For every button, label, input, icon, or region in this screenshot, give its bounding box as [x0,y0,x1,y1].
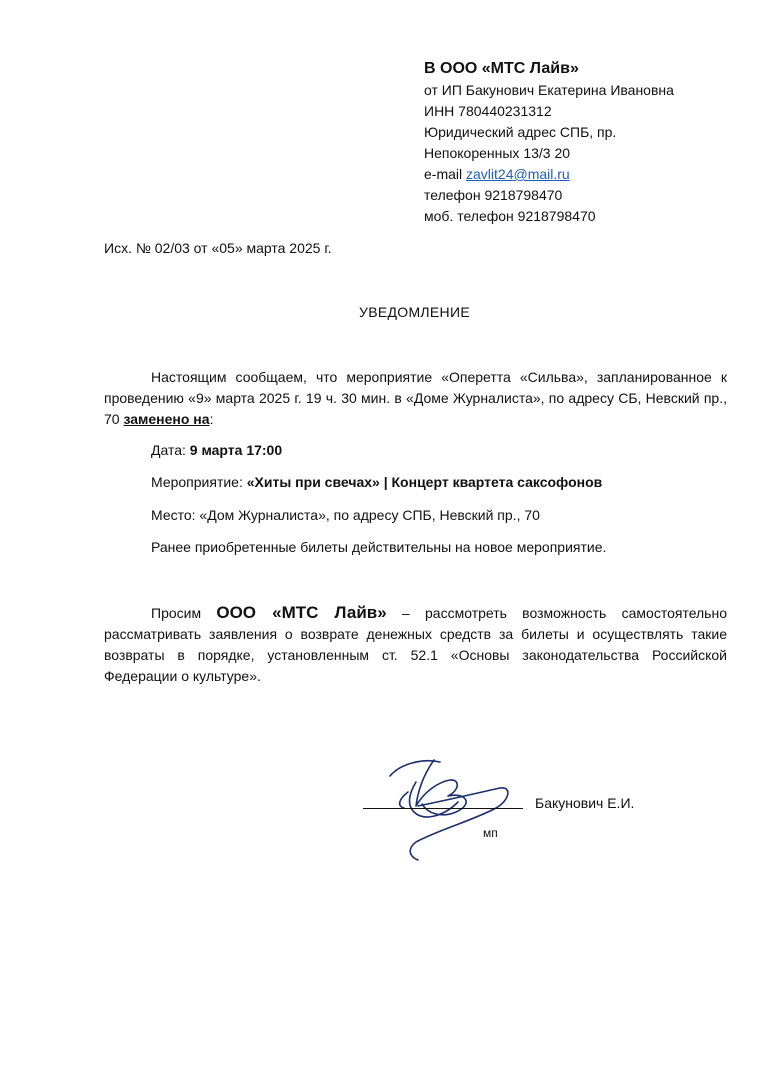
sender-inn: ИНН 780440231312 [424,103,552,119]
sender-address-line-2: Непокоренных 13/3 20 [424,145,571,161]
stamp-label: мп [483,826,498,840]
sender-mobile: моб. телефон 9218798470 [424,208,596,224]
request-paragraph [104,602,727,687]
date-value: 9 марта 17:00 [189,442,283,458]
event-value: «Хиты при свечах» | Концерт квартета саксофонов [246,474,603,490]
intro-paragraph [104,367,727,430]
tickets-note: Ранее приобретенные билеты действительны на новое мероприятие. [151,539,607,555]
new-date [151,442,282,458]
request-prefix: Просим [151,605,217,621]
sender-name: от ИП Бакунович Екатерина Ивановна [424,82,674,98]
sender-email [424,164,570,185]
request-company: ООО «МТС Лайв» [216,603,387,622]
intro-tail: : [209,411,214,427]
new-event [151,474,602,490]
event-place: Место: «Дом Журналиста», по адресу СПБ, Невский пр., 70 [151,507,540,523]
document-title: УВЕДОМЛЕНИЕ [359,304,470,320]
recipient-line: В ООО «МТС Лайв» [424,60,579,77]
sender-address-line-1: Юридический адрес СПБ, пр. [424,124,617,140]
intro-text: Настоящим сообщаем, что мероприятие «Оперетта «Сильва», запланированное к проведению «9» марта 2025 г. 19 ч. 30 мин. в «Доме Журналиста», по адресу СБ, Невский пр., 70 [104,369,727,427]
signer-name: Бакунович Е.И. [535,795,635,811]
date-label: Дата: [151,442,190,458]
request-text: – рассмотреть возможность самостоятельно рассматривать заявления о возврате денежных средств за билеты и осуществлять такие возвраты в порядке, установленным ст. 52.1 «Основы законодательства Российской Федерации о культуре». [104,605,727,684]
replaced-emphasis: заменено на [123,411,210,427]
event-label: Мероприятие: [151,474,247,490]
reference-number: Исх. № 02/03 от «05» марта 2025 г. [104,240,332,256]
sender-phone: телефон 9218798470 [424,187,563,203]
email-label: e-mail [424,166,467,182]
signature-line [363,808,523,809]
email-link[interactable]: zavlit24@mail.ru [466,166,570,182]
